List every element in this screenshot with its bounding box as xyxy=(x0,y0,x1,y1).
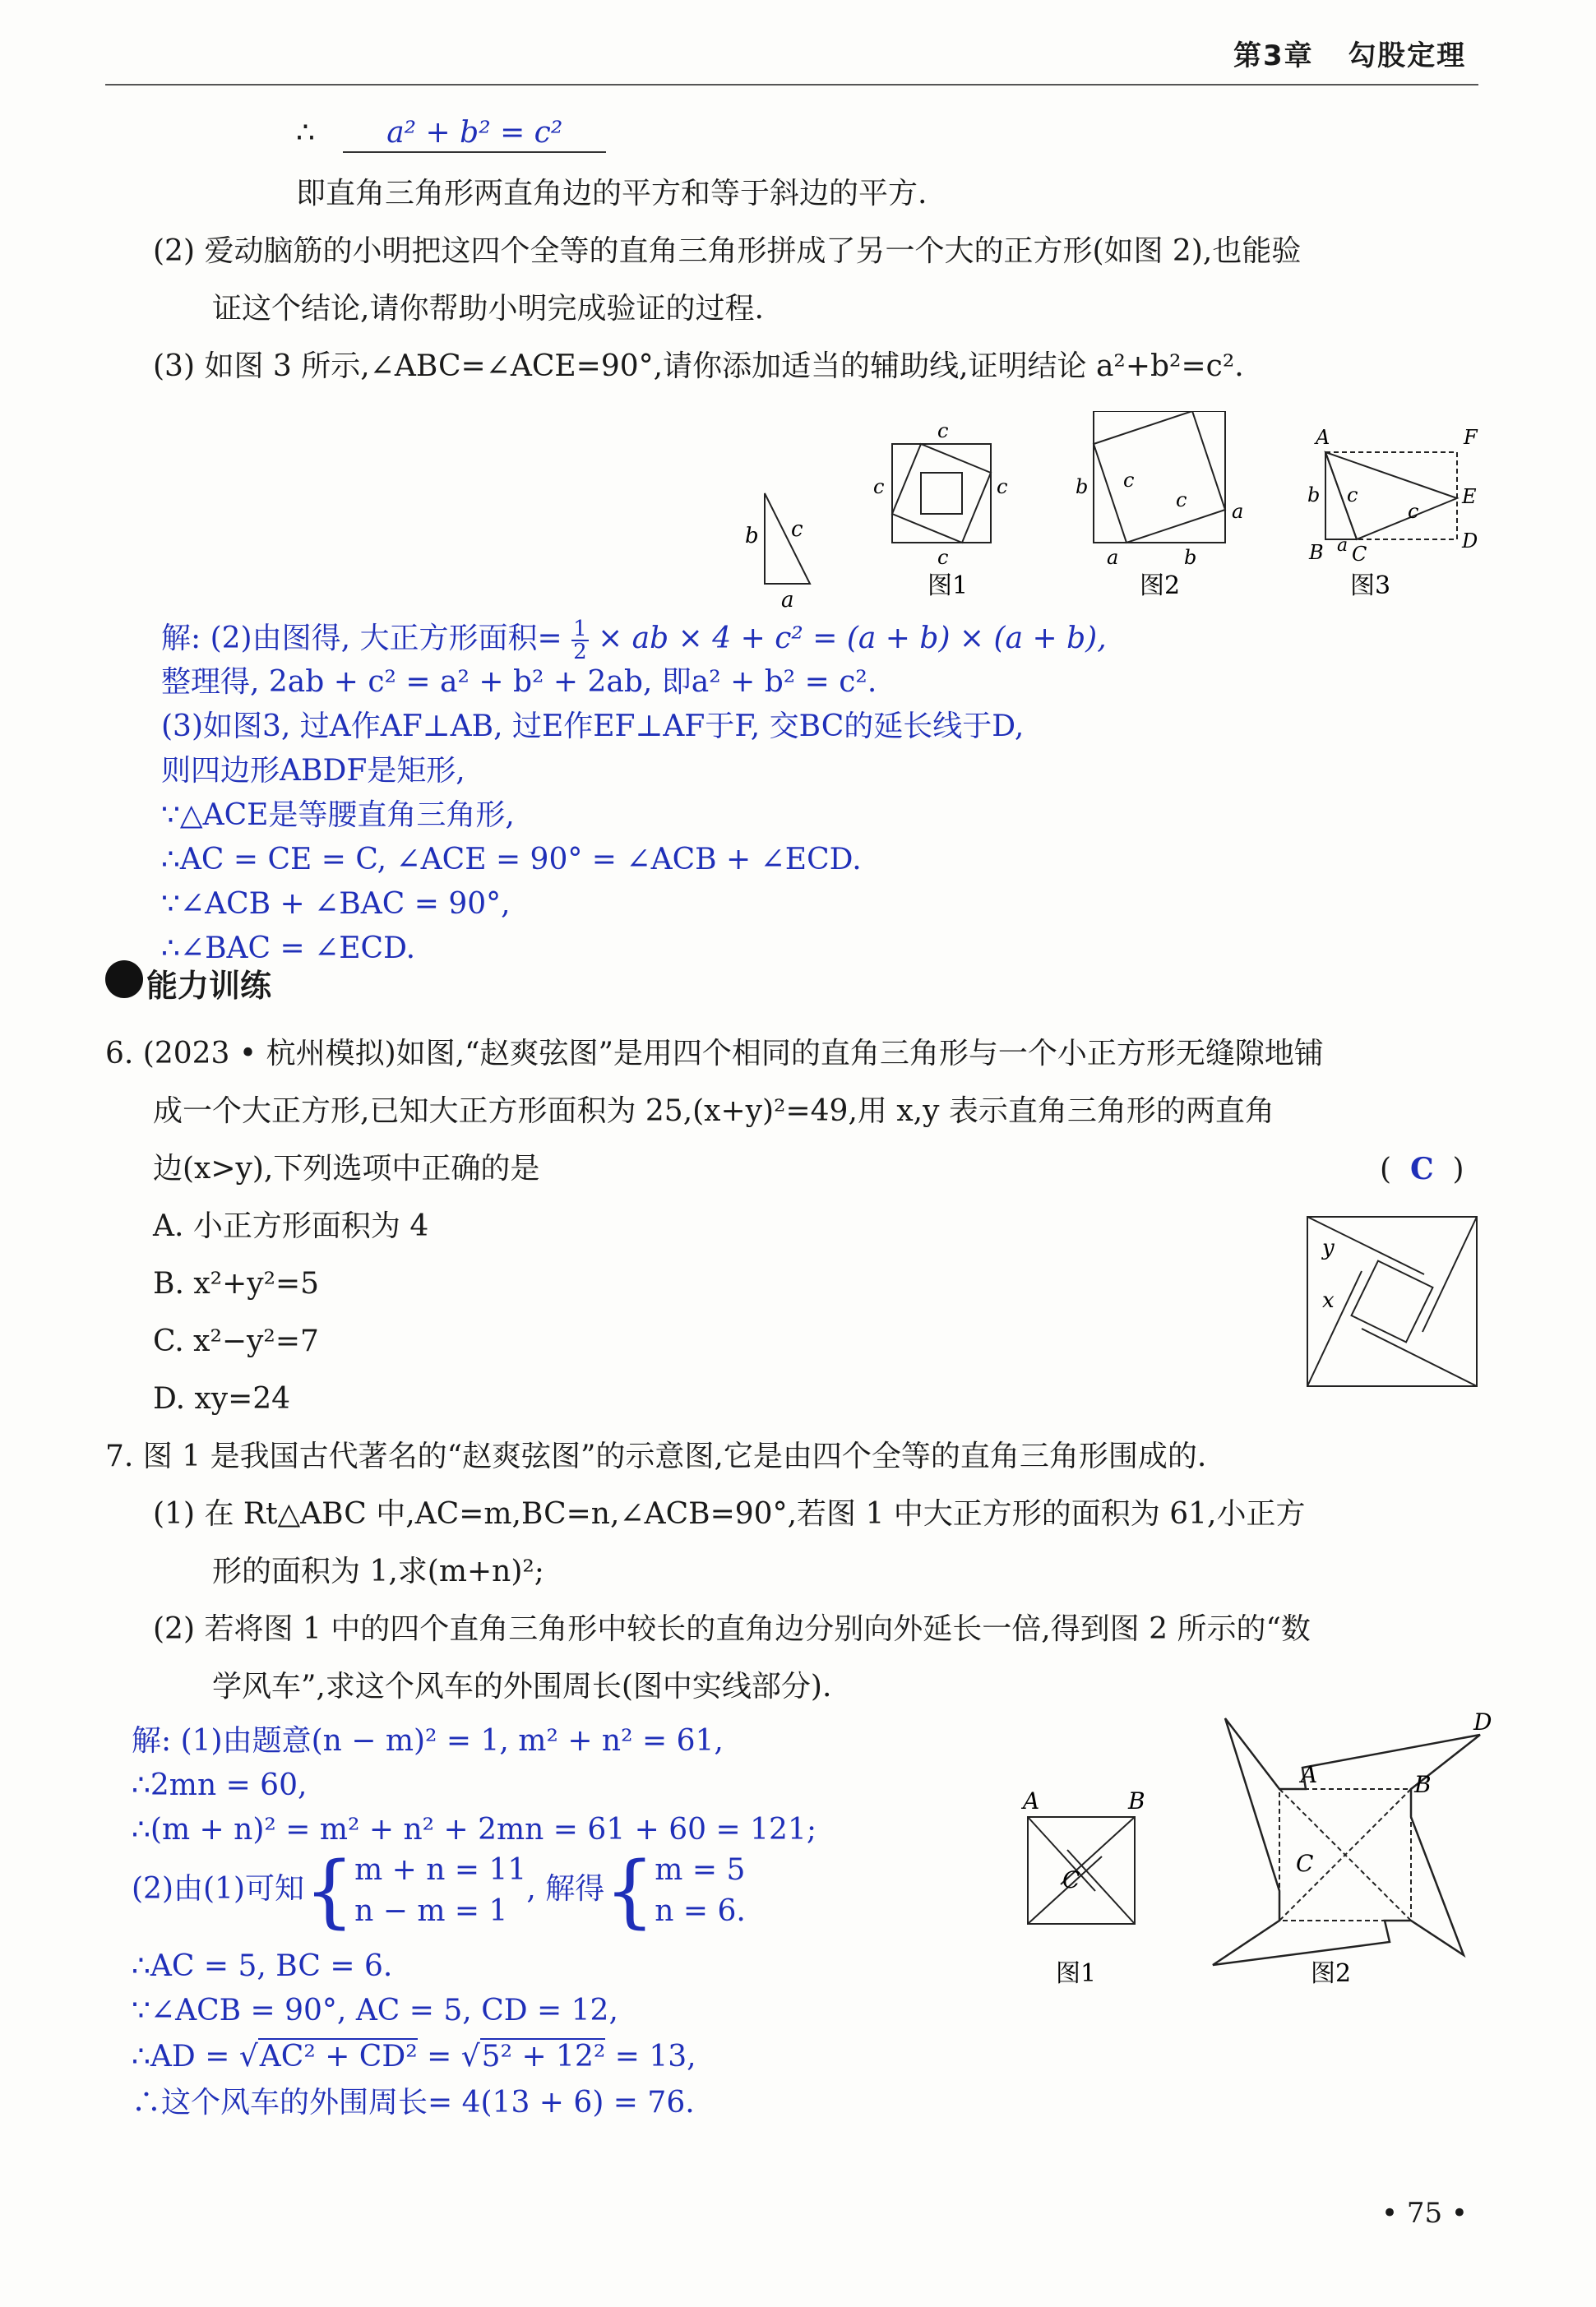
sol5-line4: 则四边形ABDF是矩形, xyxy=(161,754,465,788)
q6-figure xyxy=(1299,1209,1488,1389)
tri-a: a xyxy=(781,588,794,608)
fig2-b-left: b xyxy=(1076,475,1089,498)
fig2-c-2: c xyxy=(1176,488,1187,511)
q6-choice-b: B. x²+y²=5 xyxy=(153,1267,320,1301)
q6-line3: 边(x>y),下列选项中正确的是 xyxy=(153,1152,540,1186)
q7-line1: 7. 图 1 是我国古代著名的“赵爽弦图”的示意图,它是由四个全等的直角三角形围成的. xyxy=(105,1440,1207,1473)
fig3-B: B xyxy=(1309,541,1324,564)
q7-fig1-A: A xyxy=(1023,1787,1040,1815)
sqrt-icon: √ xyxy=(238,2040,258,2074)
brain-icon xyxy=(105,960,143,998)
q7-fig2-B: B xyxy=(1414,1771,1432,1798)
q6-answer: C xyxy=(1409,1152,1434,1186)
frac-den: 2 xyxy=(573,640,587,664)
q6-fig-y: y xyxy=(1322,1236,1335,1260)
sol5-line5: ∵△ACE是等腰直角三角形, xyxy=(161,798,515,832)
left-brace-1: { xyxy=(304,1845,355,1937)
q6-answer-bracket xyxy=(1380,1151,1464,1188)
section-title: 能力训练 xyxy=(146,968,272,1004)
sol7-line8: ∴这个风车的外围周长= 4(13 + 6) = 76. xyxy=(132,2086,695,2120)
answer-open: ( xyxy=(1380,1153,1392,1186)
q5-figures xyxy=(740,411,1497,608)
fig3-caption: 图3 xyxy=(1350,571,1391,600)
fig2-b-bottom: b xyxy=(1184,546,1197,569)
system-1 xyxy=(354,1850,526,1932)
fig2-c-1: c xyxy=(1123,469,1135,492)
q5-part2-line2: 证这个结论,请你帮助小明完成验证的过程. xyxy=(212,292,764,326)
blank-answer: a² + b² = c² xyxy=(386,116,563,150)
chapter-title: 勾股定理 xyxy=(1348,39,1467,72)
q5-part2-line1: (2) 爱动脑筋的小明把这四个全等的直角三角形拼成了另一个大的正方形(如图 2),也能验 xyxy=(153,234,1302,268)
q5-fig3 xyxy=(1307,426,1478,566)
chapter-header xyxy=(1233,33,1466,73)
sol7-l4-pre: (2)由(1)可知 xyxy=(132,1872,304,1906)
conclusion-statement: 即直角三角形两直角边的平方和等于斜边的平方. xyxy=(296,177,928,210)
sys2b: n = 6. xyxy=(655,1894,746,1928)
sol5-l1-pre: 解: (2)由图得, 大正方形面积= xyxy=(161,622,562,655)
fig1-c-right: c xyxy=(997,475,1008,498)
q7-figures xyxy=(1003,1710,1497,2006)
fig2-a-bottom: a xyxy=(1107,546,1119,569)
fig2-a-right: a xyxy=(1232,500,1244,523)
chapter-number: 第3章 xyxy=(1233,39,1314,72)
q7-fig2 xyxy=(1213,1710,1492,1965)
sol7-line7 xyxy=(132,2039,696,2075)
q5-triangle xyxy=(745,493,810,608)
sol7-l7-mid: = xyxy=(417,2040,461,2074)
fig1-c-bottom: c xyxy=(937,546,949,569)
q6-line1: 6. (2023 • 杭州模拟)如图,“赵爽弦图”是用四个相同的直角三角形与一个小正方形无缝隙地铺 xyxy=(105,1037,1324,1070)
header-divider xyxy=(105,84,1478,86)
sys2a: m = 5 xyxy=(655,1853,746,1887)
sol5-line3: (3)如图3, 过A作AF⊥AB, 过E作EF⊥AF于F, 交BC的延长线于D, xyxy=(161,710,1025,743)
q5-part3: (3) 如图 3 所示,∠ABC=∠ACE=90°,请你添加适当的辅助线,证明结论 a²+b²=c². xyxy=(153,349,1244,383)
fig3-D: D xyxy=(1462,529,1478,552)
q6-choice-c: C. x²−y²=7 xyxy=(153,1325,319,1358)
q7-fig2-caption: 图2 xyxy=(1311,1959,1352,1988)
q7-fig1-B: B xyxy=(1128,1787,1145,1815)
fig3-E: E xyxy=(1462,485,1477,508)
sol7-line5: ∴AC = 5, BC = 6. xyxy=(132,1949,393,1983)
radicand-2: 5² + 12² xyxy=(481,2040,606,2074)
q7-fig1 xyxy=(1020,1787,1145,1924)
q6-fig-x: x xyxy=(1322,1288,1335,1313)
q5-fig2 xyxy=(1076,411,1243,569)
q6-choice-a: A. 小正方形面积为 4 xyxy=(153,1209,429,1243)
sol7-line6: ∵∠ACB = 90°, AC = 5, CD = 12, xyxy=(132,1994,618,2027)
fig3-C: C xyxy=(1352,543,1367,566)
q7-part2-line1: (2) 若将图 1 中的四个直角三角形中较长的直角边分别向外延长一倍,得到图 2 所示的“数 xyxy=(153,1612,1311,1646)
fig3-b: b xyxy=(1307,483,1321,506)
q7-part2-line2: 学风车”,求这个风车的外围周长(图中实线部分). xyxy=(212,1670,832,1704)
q7-fig2-A: A xyxy=(1301,1761,1318,1788)
sol7-line4 xyxy=(132,1845,746,1937)
fig1-caption: 图1 xyxy=(928,571,969,600)
sol5-line1 xyxy=(161,618,1107,663)
sol5-line7: ∵∠ACB + ∠BAC = 90°, xyxy=(161,887,511,921)
sol5-line6: ∴AC = CE = C, ∠ACE = 90° = ∠ACB + ∠ECD. xyxy=(161,843,862,876)
fig1-c-top: c xyxy=(937,419,949,442)
sol5-line2: 整理得, 2ab + c² = a² + b² + 2ab, 即a² + b² = c². xyxy=(161,665,877,699)
sol7-l7-pre: ∴AD = xyxy=(132,2040,239,2074)
q7-fig2-C: C xyxy=(1296,1850,1314,1877)
sol7-l4-mid: , 解得 xyxy=(526,1872,605,1906)
sol7-line1: 解: (1)由题意(n − m)² = 1, m² + n² = 61, xyxy=(132,1724,724,1758)
sys1a: m + n = 11 xyxy=(354,1853,527,1887)
page-number: • 75 • xyxy=(1381,2197,1468,2230)
tri-c: c xyxy=(791,517,803,542)
half-fraction xyxy=(571,618,589,663)
q5-fig1 xyxy=(873,419,1007,569)
left-brace-2: { xyxy=(604,1845,655,1937)
sol5-line8: ∴∠BAC = ∠ECD. xyxy=(161,932,416,965)
sol7-l7-post: = 13, xyxy=(605,2040,696,2074)
frac-num: 1 xyxy=(573,617,587,641)
system-2 xyxy=(655,1850,746,1932)
answer-close: ) xyxy=(1452,1153,1464,1186)
fig2-caption: 图2 xyxy=(1140,571,1181,600)
fig1-c-left: c xyxy=(873,475,885,498)
q7-fig1-caption: 图1 xyxy=(1056,1959,1097,1988)
q7-fig1-C: C xyxy=(1062,1866,1080,1893)
q7-fig2-D: D xyxy=(1473,1710,1492,1736)
answer-blank xyxy=(343,115,606,153)
fig3-c1: c xyxy=(1347,483,1358,506)
sqrt-icon-2: √ xyxy=(460,2040,480,2074)
q7-part1-line2: 形的面积为 1,求(m+n)²; xyxy=(212,1555,544,1588)
sys1b: n − m = 1 xyxy=(354,1894,508,1928)
q6-line2: 成一个大正方形,已知大正方形面积为 25,(x+y)²=49,用 x,y 表示直角三角形的两直角 xyxy=(153,1094,1274,1128)
sol5-l1-post: × ab × 4 + c² = (a + b) × (a + b), xyxy=(598,622,1107,655)
fig3-c2: c xyxy=(1408,500,1419,523)
q6-choice-d: D. xy=24 xyxy=(153,1382,291,1416)
radicand-1: AC² + CD² xyxy=(259,2040,418,2074)
sol7-line3: ∴(m + n)² = m² + n² + 2mn = 61 + 60 = 121; xyxy=(132,1813,817,1847)
tri-b: b xyxy=(745,524,759,548)
fig3-F: F xyxy=(1464,426,1478,449)
sol7-line2: ∴2mn = 60, xyxy=(132,1768,308,1802)
therefore-line xyxy=(296,115,606,153)
fig3-A: A xyxy=(1316,426,1330,449)
fig3-a: a xyxy=(1337,535,1349,556)
therefore-symbol: ∴ xyxy=(296,116,315,150)
q7-part1-line1: (1) 在 Rt△ABC 中,AC=m,BC=n,∠ACB=90°,若图 1 中大正方形的面积为 61,小正方 xyxy=(153,1497,1306,1531)
